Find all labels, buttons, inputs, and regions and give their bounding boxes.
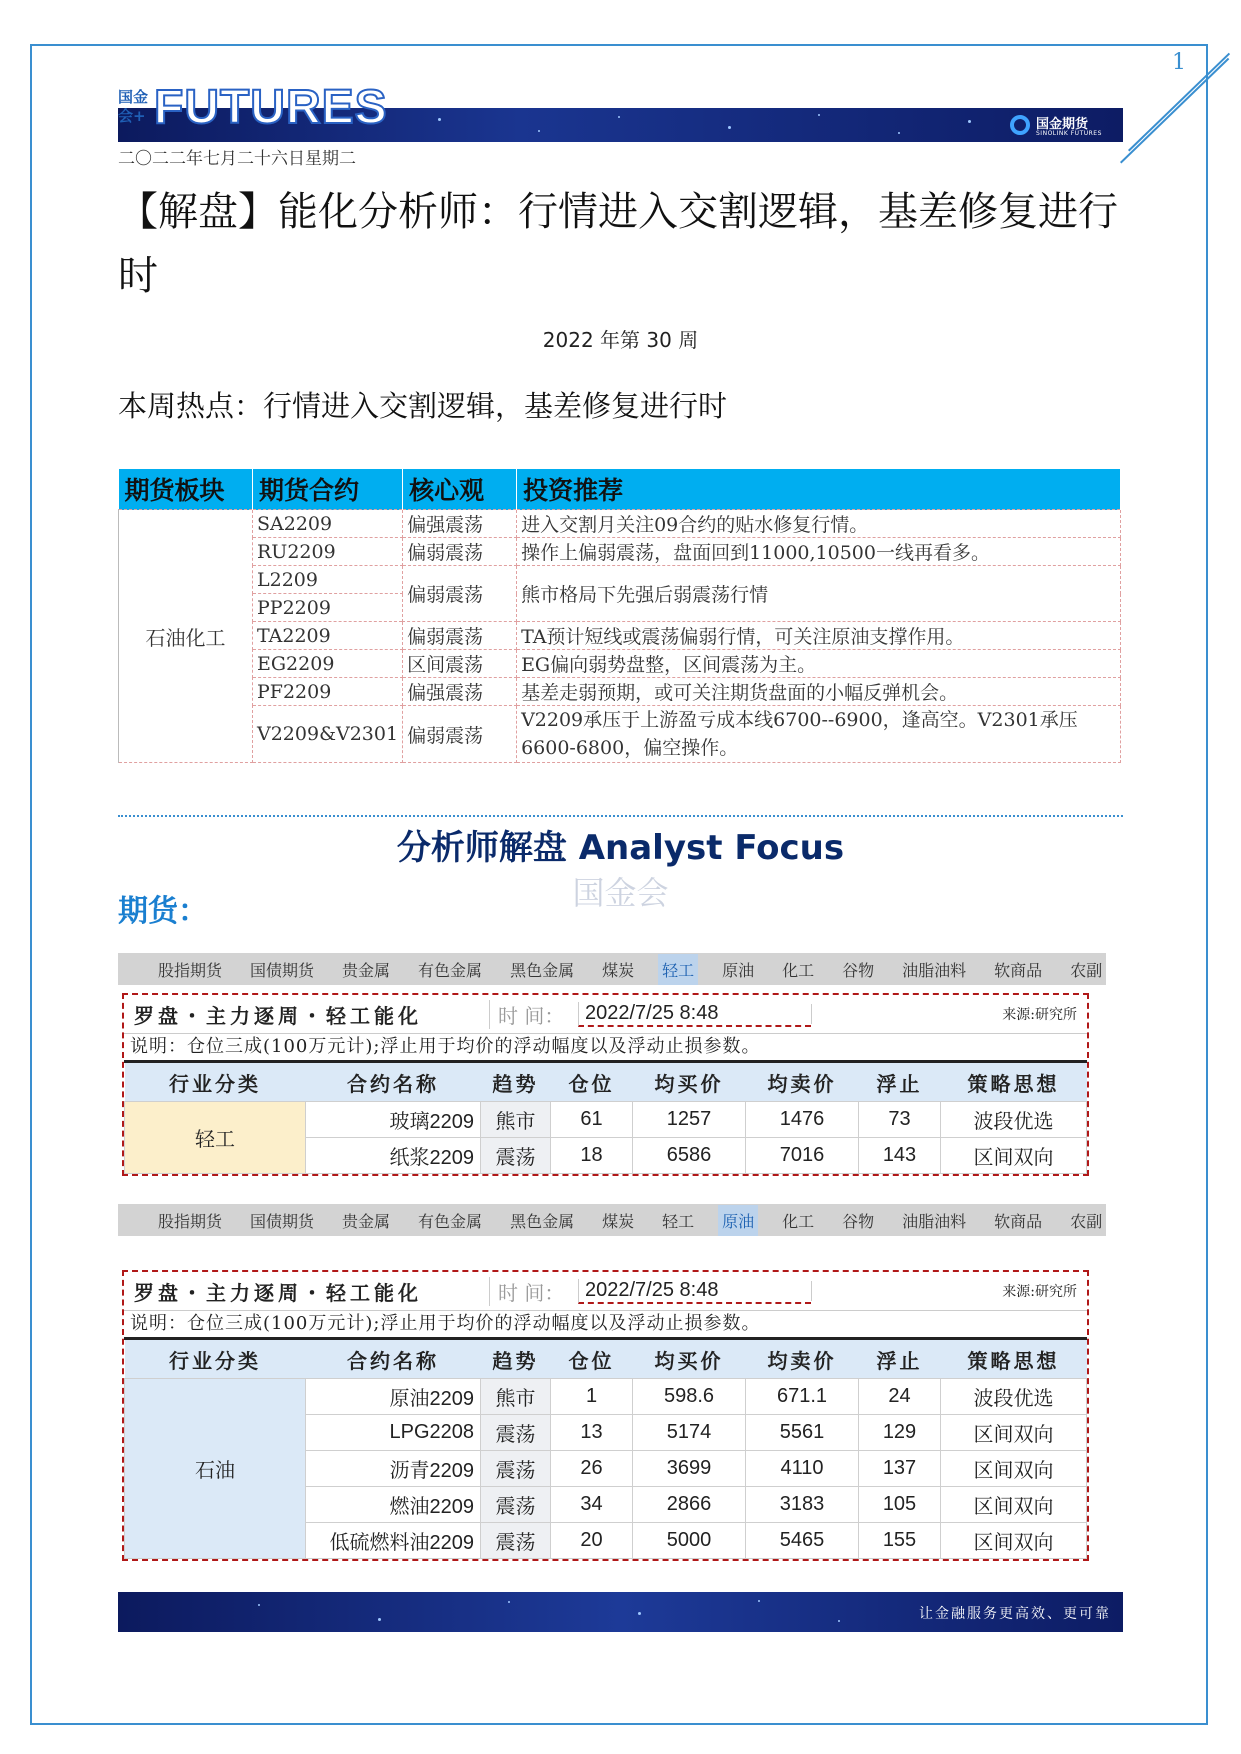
section-divider (118, 815, 1123, 817)
strategy-cell: 波段优选 (941, 1102, 1087, 1138)
tab-coal[interactable]: 煤炭 (602, 1211, 635, 1231)
footer-banner (118, 1592, 1123, 1632)
tab-ferrous[interactable]: 黑色金属 (510, 1211, 575, 1231)
advice-cell: 操作上偏弱震荡，盘面回到11000,10500一线再看多。 (517, 538, 1121, 566)
float-stop-cell: 143 (859, 1138, 941, 1174)
hot-topic: 本周热点：行情进入交割逻辑，基差修复进行时 (118, 389, 728, 423)
page-number: 1 (1172, 50, 1186, 75)
table-row (119, 566, 1121, 594)
strategy-cell: 区间双向 (941, 1523, 1087, 1559)
avg-sell-cell: 5561 (746, 1415, 859, 1451)
futures-heading: 期货： (118, 894, 208, 929)
tab-crude-oil[interactable]: 原油 (718, 1205, 758, 1236)
tab-ferrous[interactable]: 黑色金属 (510, 960, 575, 980)
analyst-focus-title: 分析师解盘 Analyst Focus (396, 828, 845, 868)
contract-name: 低硫燃料油2209 (306, 1523, 481, 1559)
contract-cell: EG2209 (253, 650, 403, 678)
time-value: 2022/7/25 8:48 (578, 1279, 811, 1304)
source-label: 来源:研究所 (811, 1004, 1087, 1024)
table-row (119, 678, 1121, 706)
strategy-cell: 区间双向 (941, 1487, 1087, 1523)
article-title: 【解盘】能化分析师：行情进入交割逻辑，基差修复进行时 (118, 189, 1118, 299)
column-header: 浮止 (859, 1063, 941, 1102)
trend-cell: 熊市 (481, 1102, 551, 1138)
contract-cell: V2209&V2301 (253, 706, 403, 763)
tab-treasury[interactable]: 国债期货 (250, 960, 315, 980)
position-cell: 13 (551, 1415, 633, 1451)
avg-sell-cell: 671.1 (746, 1379, 859, 1415)
table-header-row (119, 469, 1121, 510)
sector-cell: 石油化工 (119, 510, 253, 763)
tab-oilseeds[interactable]: 油脂油料 (902, 1211, 967, 1231)
column-header: 行业分类 (125, 1340, 306, 1379)
position-cell: 1 (551, 1379, 633, 1415)
trend-cell: 震荡 (481, 1487, 551, 1523)
contract-name: 燃油2209 (306, 1487, 481, 1523)
column-header: 投资推荐 (517, 469, 1121, 510)
avg-buy-cell: 2866 (633, 1487, 746, 1523)
float-stop-cell: 73 (859, 1102, 941, 1138)
analyst-focus-watermark: 国金会 (572, 874, 669, 912)
column-header: 行业分类 (125, 1063, 306, 1102)
tab-softs[interactable]: 软商品 (994, 960, 1043, 980)
panel-title: 罗盘・主力逐周・轻工能化 (134, 1280, 422, 1305)
contract-name: LPG2208 (306, 1415, 481, 1451)
table-row (119, 706, 1121, 763)
contract-cell: L2209 (253, 566, 403, 594)
panel-header (124, 1272, 1087, 1311)
category-tabs (118, 953, 1106, 985)
table-row (119, 538, 1121, 566)
contract-cell: RU2209 (253, 538, 403, 566)
tab-oilseeds[interactable]: 油脂油料 (902, 960, 967, 980)
contract-cell: PF2209 (253, 678, 403, 706)
advice-cell: TA预计短线或震荡偏弱行情，可关注原油支撑作用。 (517, 622, 1121, 650)
tab-softs[interactable]: 软商品 (994, 1211, 1043, 1231)
view-cell: 偏强震荡 (403, 510, 517, 538)
column-header: 均卖价 (746, 1340, 859, 1379)
column-header: 策略思想 (941, 1340, 1087, 1379)
column-header: 合约名称 (306, 1340, 481, 1379)
tab-nonferrous[interactable]: 有色金属 (418, 960, 483, 980)
avg-sell-cell: 4110 (746, 1451, 859, 1487)
contract-name: 原油2209 (306, 1379, 481, 1415)
table-row (119, 510, 1121, 538)
float-stop-cell: 129 (859, 1415, 941, 1451)
float-stop-cell: 24 (859, 1379, 941, 1415)
tab-treasury[interactable]: 国债期货 (250, 1211, 315, 1231)
position-cell: 20 (551, 1523, 633, 1559)
table-row (125, 1379, 1087, 1415)
avg-sell-cell: 7016 (746, 1138, 859, 1174)
avg-sell-cell: 3183 (746, 1487, 859, 1523)
tab-stock-index[interactable]: 股指期货 (158, 960, 223, 980)
panel-title: 罗盘・主力逐周・轻工能化 (134, 1003, 422, 1028)
table-row (119, 650, 1121, 678)
float-stop-cell: 155 (859, 1523, 941, 1559)
tab-nonferrous[interactable]: 有色金属 (418, 1211, 483, 1231)
avg-buy-cell: 1257 (633, 1102, 746, 1138)
avg-buy-cell: 5000 (633, 1523, 746, 1559)
column-header: 仓位 (551, 1063, 633, 1102)
panel-note: 说明：仓位三成(100万元计);浮止用于均价的浮动幅度以及浮动止损参数。 (124, 1311, 1087, 1340)
report-date: 二〇二二年七月二十六日星期二 (118, 149, 356, 169)
column-header: 趋势 (481, 1340, 551, 1379)
column-header: 期货板块 (119, 469, 253, 510)
column-header: 趋势 (481, 1063, 551, 1102)
column-header: 均买价 (633, 1340, 746, 1379)
avg-sell-cell: 1476 (746, 1102, 859, 1138)
compass-panel-light-industry (122, 993, 1089, 1176)
time-label: 时 间： (489, 1000, 578, 1029)
position-cell: 61 (551, 1102, 633, 1138)
advice-cell: EG偏向弱势盘整，区间震荡为主。 (517, 650, 1121, 678)
tab-agri-byproducts[interactable]: 农副 (1070, 960, 1103, 980)
position-cell: 18 (551, 1138, 633, 1174)
column-header: 策略思想 (941, 1063, 1087, 1102)
panel-note: 说明：仓位三成(100万元计);浮止用于均价的浮动幅度以及浮动止损参数。 (124, 1034, 1087, 1063)
column-header: 仓位 (551, 1340, 633, 1379)
category-cell: 轻工 (125, 1102, 306, 1174)
footer-slogan: 让金融服务更高效、更可靠 (919, 1606, 1111, 1622)
tab-grains[interactable]: 谷物 (842, 960, 875, 980)
week-label: 2022 年第 30 周 (542, 328, 699, 352)
panel-header (124, 995, 1087, 1034)
trend-cell: 熊市 (481, 1379, 551, 1415)
position-cell: 26 (551, 1451, 633, 1487)
tab-stock-index[interactable]: 股指期货 (158, 1211, 223, 1231)
avg-buy-cell: 598.6 (633, 1379, 746, 1415)
tab-coal[interactable]: 煤炭 (602, 960, 635, 980)
table-row (125, 1102, 1087, 1138)
tab-precious-metals[interactable]: 贵金属 (342, 1211, 391, 1231)
category-cell: 石油 (125, 1379, 306, 1559)
contract-cell: TA2209 (253, 622, 403, 650)
avg-buy-cell: 5174 (633, 1415, 746, 1451)
column-header: 合约名称 (306, 1063, 481, 1102)
logo-futures: FUTURES (154, 81, 388, 134)
advice-cell: 进入交割月关注09合约的贴水修复行情。 (517, 510, 1121, 538)
advice-cell: 基差走弱预期，或可关注期货盘面的小幅反弹机会。 (517, 678, 1121, 706)
trend-cell: 震荡 (481, 1523, 551, 1559)
contract-cell: SA2209 (253, 510, 403, 538)
tab-crude-oil[interactable]: 原油 (722, 960, 755, 980)
column-header: 核心观 (403, 469, 517, 510)
compass-panel-crude-oil (122, 1270, 1089, 1561)
source-label: 来源:研究所 (811, 1281, 1087, 1301)
brand-name-en: SINOLINK FUTURES (1036, 130, 1102, 137)
table-row (119, 622, 1121, 650)
brand-name-cn: 国金期货 (1036, 117, 1089, 132)
tab-light-industry[interactable]: 轻工 (658, 954, 698, 985)
column-header: 期货合约 (253, 469, 403, 510)
strategy-cell: 区间双向 (941, 1415, 1087, 1451)
recommendation-table (118, 469, 1121, 763)
tab-grains[interactable]: 谷物 (842, 1211, 875, 1231)
view-cell: 偏强震荡 (403, 678, 517, 706)
table-header-row (125, 1340, 1087, 1379)
view-cell: 区间震荡 (403, 650, 517, 678)
column-header: 均买价 (633, 1063, 746, 1102)
avg-buy-cell: 3699 (633, 1451, 746, 1487)
advice-cell: V2209承压于上游盈亏成本线6700--6900，逢高空。V2301承压6600-6800，偏空操作。 (517, 706, 1121, 763)
logo-small: 国金会+ (118, 88, 149, 125)
advice-cell: 熊市格局下先强后弱震荡行情 (517, 566, 1121, 622)
positions-table (124, 1340, 1087, 1559)
category-tabs (118, 1204, 1106, 1236)
brand-mark-icon (1010, 115, 1030, 135)
float-stop-cell: 137 (859, 1451, 941, 1487)
column-header: 浮止 (859, 1340, 941, 1379)
trend-cell: 震荡 (481, 1451, 551, 1487)
avg-sell-cell: 5465 (746, 1523, 859, 1559)
column-header: 均卖价 (746, 1063, 859, 1102)
avg-buy-cell: 6586 (633, 1138, 746, 1174)
strategy-cell: 区间双向 (941, 1138, 1087, 1174)
contract-name: 玻璃2209 (306, 1102, 481, 1138)
contract-name: 纸浆2209 (306, 1138, 481, 1174)
contract-cell: PP2209 (253, 594, 403, 622)
positions-table (124, 1063, 1087, 1174)
table-header-row (125, 1063, 1087, 1102)
strategy-cell: 波段优选 (941, 1379, 1087, 1415)
float-stop-cell: 105 (859, 1487, 941, 1523)
view-cell: 偏弱震荡 (403, 538, 517, 566)
tab-chemicals[interactable]: 化工 (782, 1211, 815, 1231)
tab-chemicals[interactable]: 化工 (782, 960, 815, 980)
position-cell: 34 (551, 1487, 633, 1523)
view-cell: 偏弱震荡 (403, 706, 517, 763)
tab-agri-byproducts[interactable]: 农副 (1070, 1211, 1103, 1231)
time-value: 2022/7/25 8:48 (578, 1002, 811, 1027)
view-cell: 偏弱震荡 (403, 566, 517, 622)
strategy-cell: 区间双向 (941, 1451, 1087, 1487)
trend-cell: 震荡 (481, 1415, 551, 1451)
view-cell: 偏弱震荡 (403, 622, 517, 650)
tab-light-industry[interactable]: 轻工 (662, 1211, 695, 1231)
trend-cell: 震荡 (481, 1138, 551, 1174)
time-label: 时 间： (489, 1277, 578, 1306)
contract-name: 沥青2209 (306, 1451, 481, 1487)
tab-precious-metals[interactable]: 贵金属 (342, 960, 391, 980)
